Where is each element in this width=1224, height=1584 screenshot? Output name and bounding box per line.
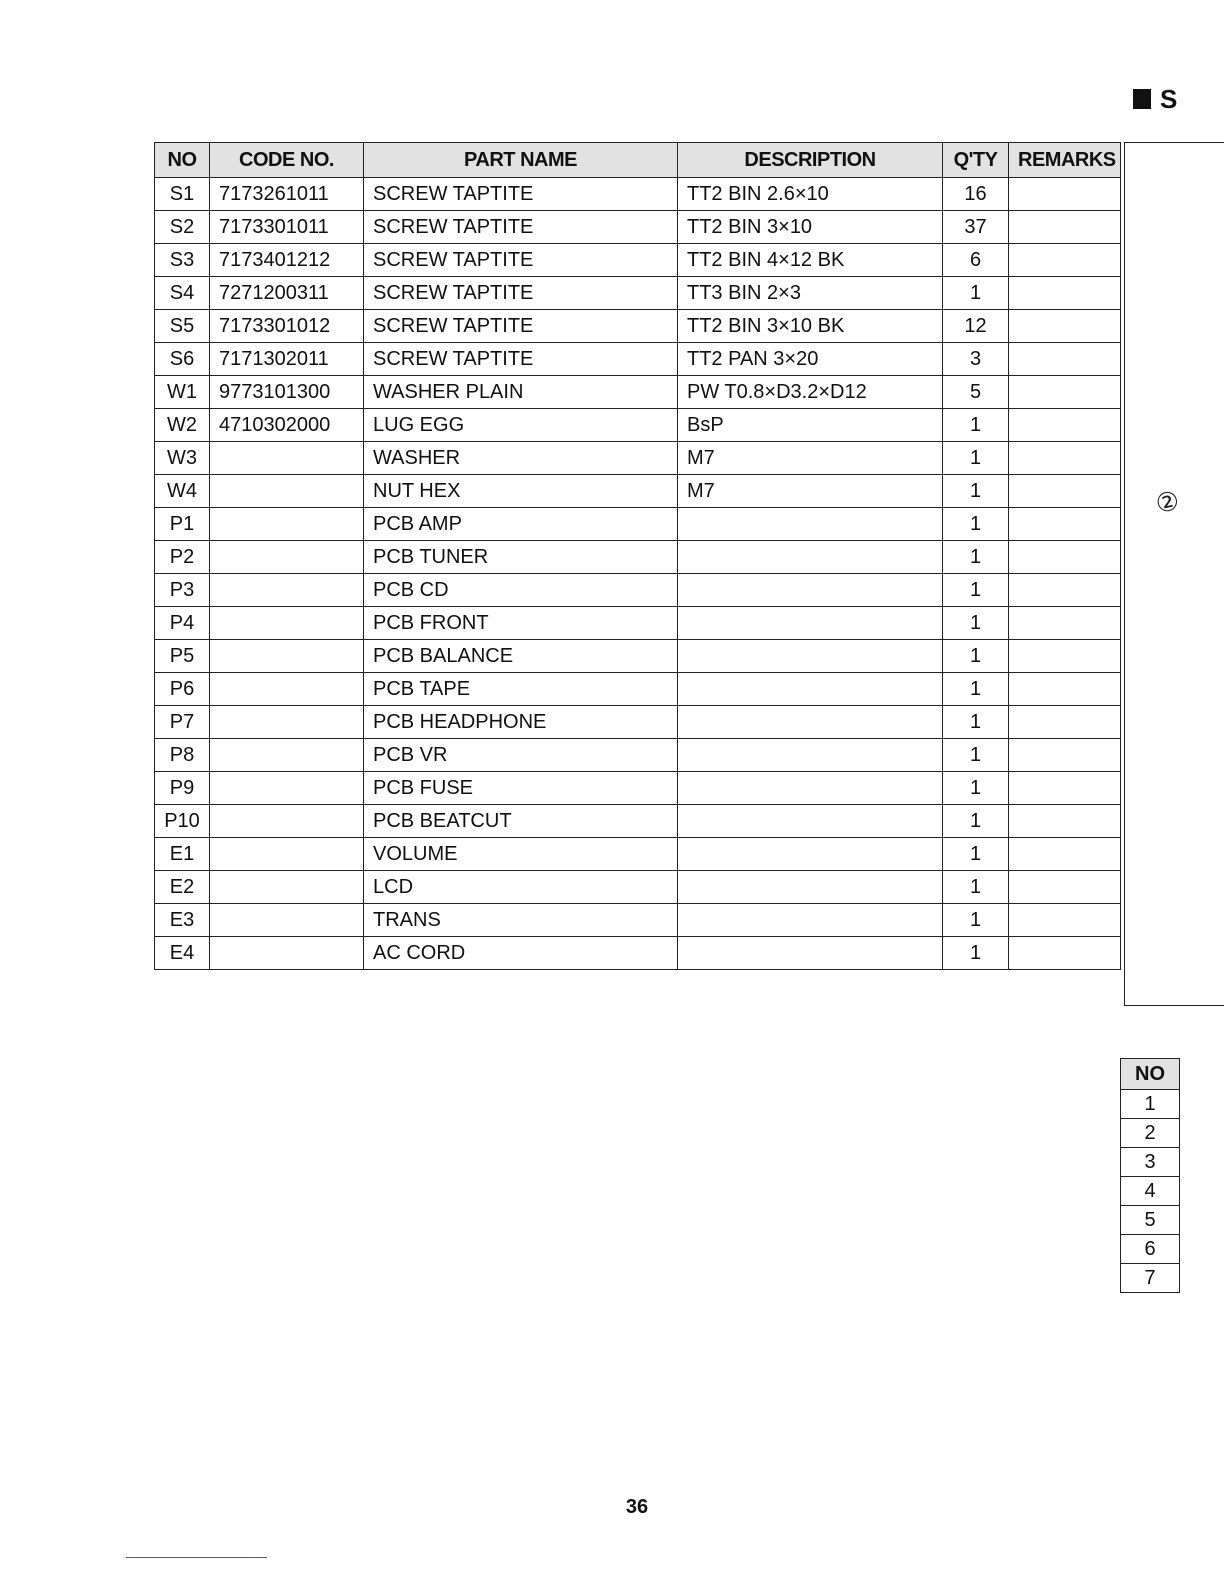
cell-code-no <box>210 607 364 640</box>
cell-qty: 1 <box>943 475 1009 508</box>
cell-qty: 12 <box>943 310 1009 343</box>
cell-part-name: SCREW TAPTITE <box>364 310 678 343</box>
cell-part-name: NUT HEX <box>364 475 678 508</box>
cell-no: P3 <box>155 574 210 607</box>
cell-code-no: 4710302000 <box>210 409 364 442</box>
cell-code-no: 7173301012 <box>210 310 364 343</box>
cell-part-name: PCB TUNER <box>364 541 678 574</box>
cell-no: W1 <box>155 376 210 409</box>
cell-part-name: SCREW TAPTITE <box>364 178 678 211</box>
cell-no: W4 <box>155 475 210 508</box>
table-row <box>155 277 1121 310</box>
cell-description <box>678 541 943 574</box>
table-row <box>155 838 1121 871</box>
cell-code-no <box>210 673 364 706</box>
cell-no: P4 <box>155 607 210 640</box>
cell-code-no <box>210 706 364 739</box>
cell-part-name: SCREW TAPTITE <box>364 211 678 244</box>
cell-description <box>678 838 943 871</box>
cell-remarks <box>1009 442 1121 475</box>
section-heading-letter: S <box>1160 84 1178 114</box>
cell-description: M7 <box>678 442 943 475</box>
cell-description <box>678 706 943 739</box>
cell-part-name: PCB VR <box>364 739 678 772</box>
header-code-no: CODE NO. <box>210 143 364 178</box>
side-cell-no: 6 <box>1121 1235 1180 1264</box>
cell-part-name: PCB BALANCE <box>364 640 678 673</box>
cell-remarks <box>1009 673 1121 706</box>
cell-description <box>678 607 943 640</box>
cell-code-no: 7173301011 <box>210 211 364 244</box>
cell-remarks <box>1009 871 1121 904</box>
cell-part-name: PCB FRONT <box>364 607 678 640</box>
cell-code-no <box>210 508 364 541</box>
side-cell-no: 7 <box>1121 1264 1180 1293</box>
table-row <box>155 244 1121 277</box>
table-row <box>155 310 1121 343</box>
cell-code-no <box>210 475 364 508</box>
side-header-no: NO <box>1121 1059 1180 1090</box>
cell-part-name: LUG EGG <box>364 409 678 442</box>
cell-code-no <box>210 871 364 904</box>
cell-remarks <box>1009 409 1121 442</box>
table-row <box>155 442 1121 475</box>
cell-remarks <box>1009 376 1121 409</box>
cell-qty: 1 <box>943 739 1009 772</box>
header-part-name: PART NAME <box>364 143 678 178</box>
cell-no: S1 <box>155 178 210 211</box>
table-row <box>155 871 1121 904</box>
table-row <box>155 376 1121 409</box>
parts-list-table <box>154 142 1121 970</box>
handwritten-annotation: ② <box>1153 485 1183 521</box>
table-row <box>155 706 1121 739</box>
side-cell-no: 3 <box>1121 1148 1180 1177</box>
cell-remarks <box>1009 772 1121 805</box>
cell-code-no: 7271200311 <box>210 277 364 310</box>
black-square-icon <box>1133 89 1151 109</box>
cell-qty: 1 <box>943 607 1009 640</box>
cell-part-name: WASHER <box>364 442 678 475</box>
footer-rule <box>126 1557 267 1558</box>
cell-qty: 1 <box>943 904 1009 937</box>
header-description: DESCRIPTION <box>678 143 943 178</box>
cell-remarks <box>1009 904 1121 937</box>
table-row <box>155 409 1121 442</box>
header-qty: Q'TY <box>943 143 1009 178</box>
cell-remarks <box>1009 178 1121 211</box>
cell-remarks <box>1009 343 1121 376</box>
cell-code-no: 7173261011 <box>210 178 364 211</box>
cell-no: P10 <box>155 805 210 838</box>
cell-description: TT3 BIN 2×3 <box>678 277 943 310</box>
cell-code-no <box>210 640 364 673</box>
cell-remarks <box>1009 706 1121 739</box>
cell-remarks <box>1009 805 1121 838</box>
cell-no: P6 <box>155 673 210 706</box>
cell-description: TT2 BIN 4×12 BK <box>678 244 943 277</box>
cell-code-no: 7171302011 <box>210 343 364 376</box>
cell-code-no <box>210 772 364 805</box>
cell-description: TT2 BIN 3×10 BK <box>678 310 943 343</box>
cell-remarks <box>1009 739 1121 772</box>
cell-qty: 1 <box>943 706 1009 739</box>
adjacent-panel-border <box>1124 142 1224 1006</box>
cell-qty: 1 <box>943 871 1009 904</box>
cell-remarks <box>1009 310 1121 343</box>
cell-part-name: SCREW TAPTITE <box>364 277 678 310</box>
cell-part-name: SCREW TAPTITE <box>364 343 678 376</box>
cell-qty: 1 <box>943 541 1009 574</box>
cell-part-name: PCB HEADPHONE <box>364 706 678 739</box>
cell-no: W3 <box>155 442 210 475</box>
cell-qty: 1 <box>943 508 1009 541</box>
table-row <box>155 937 1121 970</box>
table-row <box>155 607 1121 640</box>
cell-no: S3 <box>155 244 210 277</box>
cell-no: S2 <box>155 211 210 244</box>
parts-table-body <box>155 178 1121 970</box>
side-table-row <box>1121 1264 1180 1293</box>
cell-part-name: PCB CD <box>364 574 678 607</box>
cell-description <box>678 904 943 937</box>
table-row <box>155 475 1121 508</box>
cell-code-no <box>210 541 364 574</box>
cell-code-no <box>210 838 364 871</box>
cell-part-name: AC CORD <box>364 937 678 970</box>
table-row <box>155 343 1121 376</box>
table-row <box>155 640 1121 673</box>
cell-part-name: PCB AMP <box>364 508 678 541</box>
cell-code-no <box>210 574 364 607</box>
cell-part-name: SCREW TAPTITE <box>364 244 678 277</box>
cell-no: P1 <box>155 508 210 541</box>
cell-remarks <box>1009 277 1121 310</box>
cell-code-no <box>210 805 364 838</box>
table-row <box>155 541 1121 574</box>
cell-description <box>678 508 943 541</box>
cell-qty: 37 <box>943 211 1009 244</box>
table-row <box>155 574 1121 607</box>
header-remarks: REMARKS <box>1009 143 1121 178</box>
cell-no: P2 <box>155 541 210 574</box>
cell-qty: 1 <box>943 442 1009 475</box>
cell-qty: 1 <box>943 772 1009 805</box>
table-row <box>155 211 1121 244</box>
side-cell-no: 2 <box>1121 1119 1180 1148</box>
table-row <box>155 739 1121 772</box>
section-heading-mark <box>1133 84 1178 114</box>
cell-no: P9 <box>155 772 210 805</box>
side-table-row <box>1121 1206 1180 1235</box>
cell-remarks <box>1009 640 1121 673</box>
cell-part-name: TRANS <box>364 904 678 937</box>
side-table-row <box>1121 1090 1180 1119</box>
side-table-body <box>1121 1090 1180 1293</box>
cell-qty: 1 <box>943 640 1009 673</box>
cell-remarks <box>1009 211 1121 244</box>
cell-description <box>678 805 943 838</box>
side-table-row <box>1121 1119 1180 1148</box>
side-table-row <box>1121 1235 1180 1264</box>
cell-description: M7 <box>678 475 943 508</box>
cell-no: E4 <box>155 937 210 970</box>
cell-qty: 1 <box>943 805 1009 838</box>
cell-remarks <box>1009 607 1121 640</box>
cell-code-no: 9773101300 <box>210 376 364 409</box>
table-row <box>155 508 1121 541</box>
cell-qty: 5 <box>943 376 1009 409</box>
side-cell-no: 5 <box>1121 1206 1180 1235</box>
cell-remarks <box>1009 937 1121 970</box>
table-row <box>155 772 1121 805</box>
table-row <box>155 673 1121 706</box>
cell-code-no <box>210 442 364 475</box>
cell-description <box>678 772 943 805</box>
cell-remarks <box>1009 475 1121 508</box>
cell-no: E3 <box>155 904 210 937</box>
cell-description: TT2 PAN 3×20 <box>678 343 943 376</box>
cell-description <box>678 640 943 673</box>
page-number: 36 <box>625 1496 649 1518</box>
cell-code-no <box>210 937 364 970</box>
cell-description <box>678 937 943 970</box>
cell-part-name: PCB FUSE <box>364 772 678 805</box>
cell-description <box>678 673 943 706</box>
cell-qty: 1 <box>943 838 1009 871</box>
cell-description <box>678 871 943 904</box>
cell-description: TT2 BIN 2.6×10 <box>678 178 943 211</box>
table-row <box>155 904 1121 937</box>
cell-no: P5 <box>155 640 210 673</box>
side-index-table <box>1120 1058 1180 1293</box>
cell-remarks <box>1009 541 1121 574</box>
cell-no: W2 <box>155 409 210 442</box>
cell-code-no <box>210 904 364 937</box>
cell-no: S5 <box>155 310 210 343</box>
cell-description <box>678 739 943 772</box>
header-no: NO <box>155 143 210 178</box>
side-table-row <box>1121 1177 1180 1206</box>
cell-qty: 6 <box>943 244 1009 277</box>
cell-no: P8 <box>155 739 210 772</box>
cell-no: S6 <box>155 343 210 376</box>
cell-qty: 1 <box>943 409 1009 442</box>
cell-qty: 1 <box>943 673 1009 706</box>
cell-qty: 3 <box>943 343 1009 376</box>
parts-table-header-row <box>155 143 1121 178</box>
cell-part-name: LCD <box>364 871 678 904</box>
cell-qty: 1 <box>943 937 1009 970</box>
cell-no: E1 <box>155 838 210 871</box>
cell-remarks <box>1009 244 1121 277</box>
cell-part-name: PCB BEATCUT <box>364 805 678 838</box>
cell-part-name: WASHER PLAIN <box>364 376 678 409</box>
cell-no: E2 <box>155 871 210 904</box>
cell-no: S4 <box>155 277 210 310</box>
table-row <box>155 178 1121 211</box>
cell-remarks <box>1009 574 1121 607</box>
cell-part-name: VOLUME <box>364 838 678 871</box>
cell-description <box>678 574 943 607</box>
cell-qty: 16 <box>943 178 1009 211</box>
cell-no: P7 <box>155 706 210 739</box>
cell-qty: 1 <box>943 277 1009 310</box>
cell-part-name: PCB TAPE <box>364 673 678 706</box>
side-table-row <box>1121 1148 1180 1177</box>
cell-description: TT2 BIN 3×10 <box>678 211 943 244</box>
cell-remarks <box>1009 838 1121 871</box>
table-row <box>155 805 1121 838</box>
cell-description: BsP <box>678 409 943 442</box>
cell-code-no <box>210 739 364 772</box>
cell-description: PW T0.8×D3.2×D12 <box>678 376 943 409</box>
side-cell-no: 1 <box>1121 1090 1180 1119</box>
cell-qty: 1 <box>943 574 1009 607</box>
side-cell-no: 4 <box>1121 1177 1180 1206</box>
side-table-header-row <box>1121 1059 1180 1090</box>
cell-remarks <box>1009 508 1121 541</box>
cell-code-no: 7173401212 <box>210 244 364 277</box>
